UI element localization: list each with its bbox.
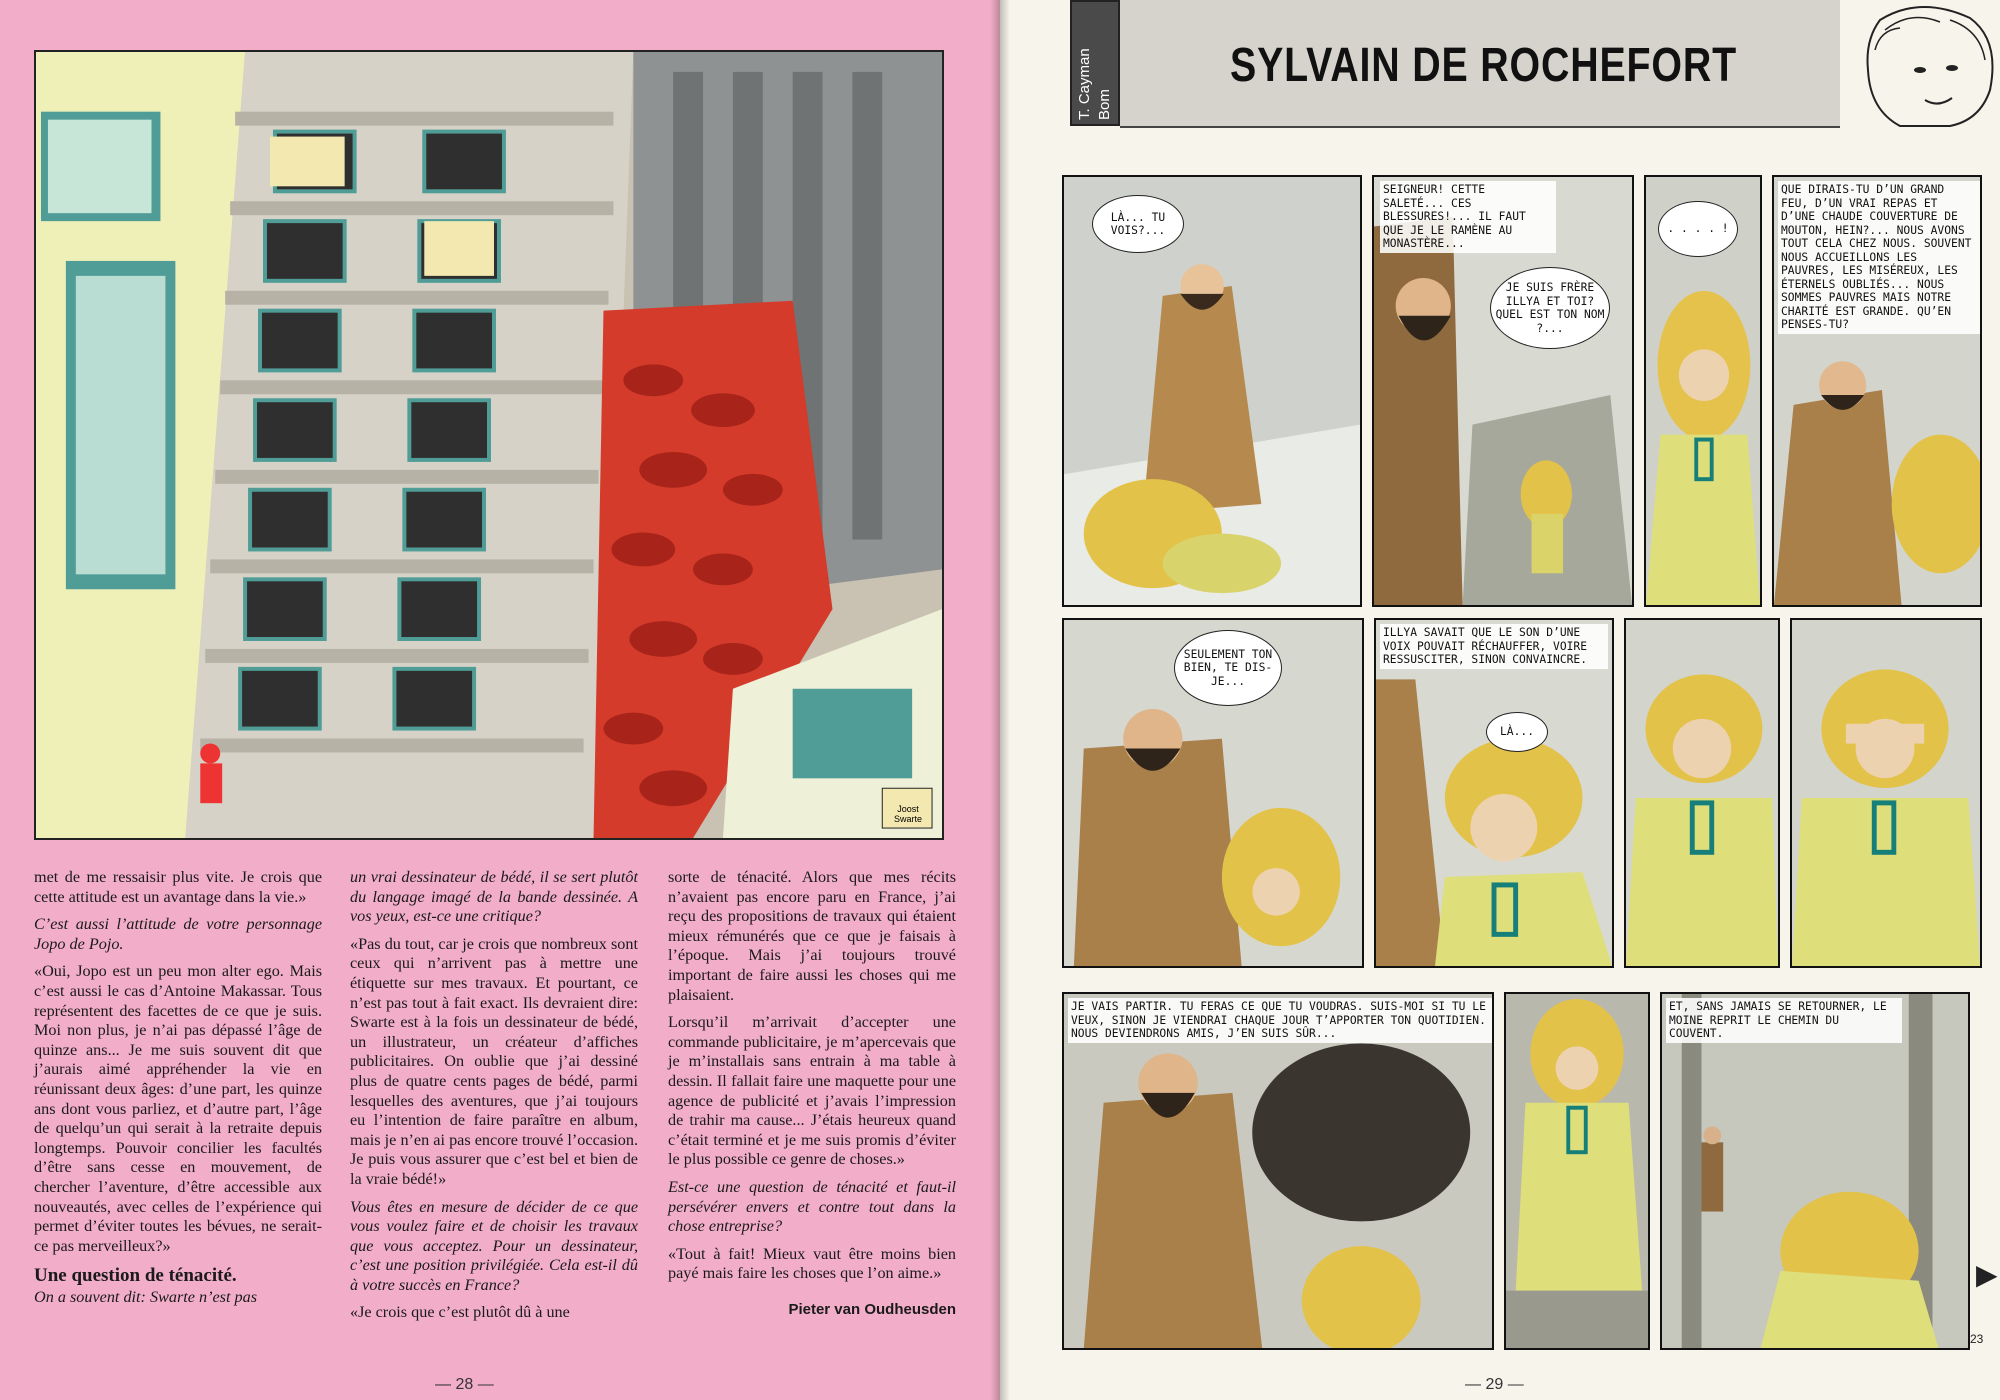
illustration-signature: Joost Swarte xyxy=(893,804,922,824)
paragraph: «Pas du tout, car je crois que nombreux sont ceux qui n’arrivent pas à mettre une étiquette sur mes travaux. Et pourtant, ce n’est pas tout à fait exact. Ils devraient dire: Swarte est à la fois un dessinateur de bédé, un illustrateur, un créateur d’affiches publicitaires. On oublie que j’ai dessiné plus de quatre cents pages de bédé, parmi lesquelles des aventures, que j’ai toujours eu l’intention de faire paraître en album, mais je n’en ai pas encore trouvé l’occasion. Je puis vous assurer que c’est bel et bien de la vraie bédé!» xyxy=(350,934,638,1188)
speech-bubble: SEULEMENT TON BIEN, TE DIS-JE... xyxy=(1174,630,1282,706)
book-gutter xyxy=(990,0,1010,1400)
comic-panel-5 xyxy=(1062,618,1364,968)
speech-bubble: LÀ... xyxy=(1486,712,1548,752)
interview-question: Vous êtes en mesure de décider de ce que vous voulez faire et de choisir les travaux que vous acceptez. Pour un dessinateur, c’est une position privilégiée. Cela est-il dû à votre succès en France? xyxy=(350,1197,638,1294)
paragraph: «Oui, Jopo est un peu mon alter ego. Mais c’est aussi le cas d’Antoine Makassar. Tous représentent des facettes de ce que je suis. Moi non plus, je n’ai pas dépassé l’âge de quinze ans... Je me suis souvent dit que j’aurais aimé appréhender la vie en réunissant deux âges: d’une part, les quinze ans dont vous parliez, et d’autre part, l’âge de quelqu’un qui serait à la retraite depuis longtemps. Pouvoir concilier les facultés d’être sans cesse en mouvement, de chercher l’aventure, d’être accessible aux nouveautés, avec celles de l’expérience qui permet d’éviter toutes les bévues, ne serait-ce pas merveilleux?» xyxy=(34,962,322,1255)
speech-bubble: . . . . ! xyxy=(1658,201,1738,257)
comic-panel-6 xyxy=(1374,618,1614,968)
interview-column-3 xyxy=(668,868,956,1319)
interview-question: C’est aussi l’attitude de votre personnage Jopo de Pojo. xyxy=(34,915,322,953)
comic-panel-1 xyxy=(1062,175,1362,607)
credit-artist: Bom xyxy=(1096,89,1113,120)
interview-column-1 xyxy=(34,868,322,1315)
paragraph: «Tout à fait! Mieux vaut être moins bien payé mais faire les choses que l’on aime.» xyxy=(668,1244,956,1283)
credit-writer: T. Cayman xyxy=(1076,48,1093,120)
series-header xyxy=(1070,0,1970,128)
speech-bubble: LÀ... TU VOIS?... xyxy=(1092,195,1184,253)
title-band xyxy=(1120,0,1840,128)
credits-box xyxy=(1070,0,1120,126)
section-subheading: Une question de ténacité. xyxy=(34,1265,237,1287)
interview-question: On a souvent dit: Swarte n’est pas xyxy=(34,1287,258,1306)
interview-column-2 xyxy=(350,868,638,1331)
paragraph: met de me ressaisir plus vite. Je crois que cette attitude est un avantage dans la vie.» xyxy=(34,868,322,906)
comic-panel-3 xyxy=(1644,175,1762,607)
paragraph: sorte de ténacité. Alors que mes récits n’avaient pas encore paru en France, j’ai reçu des propositions de travaux qui étaient mieux rémunérés que ce que je faisais à l’époque. Mais j’ai toujours trouvé important de faire aussi les choses qui me plaisaient. xyxy=(668,868,956,1004)
city-illustration xyxy=(34,50,944,840)
series-title: SYLVAIN DE ROCHEFORT xyxy=(1230,39,1737,92)
comic-panel-2 xyxy=(1372,175,1634,607)
interview-question: Est-ce une question de ténacité et faut-il persévérer envers et contre tout dans la chose entreprise? xyxy=(668,1177,956,1236)
narration-caption: ET, SANS JAMAIS SE RETOURNER, LE MOINE REPRIT LE CHEMIN DU COUVENT. xyxy=(1666,998,1902,1043)
comic-panel-11 xyxy=(1660,992,1970,1350)
speech-bubble: JE SUIS FRÈRE ILLYA ET TOI? QUEL EST TON NOM ?... xyxy=(1490,267,1610,349)
narration-caption: JE VAIS PARTIR. TU FERAS CE QUE TU VOUDRAS. SUIS-MOI SI TU LE VEUX, SINON JE VIENDRAI CHAQUE JOUR T’APPORTER TON QUOTIDIEN. NOUS DEVIENDRONS AMIS, J’EN SUIS SÛR... xyxy=(1068,998,1494,1043)
author-signature: Pieter van Oudheusden xyxy=(788,1300,956,1318)
page-number: — 29 — xyxy=(1465,1376,1524,1393)
next-page-arrow-icon: ▶ xyxy=(1976,1260,1998,1291)
right-page xyxy=(1000,0,2000,1400)
paragraph: «Je crois que c’est plutôt dû à une xyxy=(350,1303,570,1322)
header-portrait-drawing xyxy=(1840,0,2000,128)
page-number: — 28 — xyxy=(435,1376,494,1393)
narration-caption: SEIGNEUR! CETTE SALETÉ... CES BLESSURES!... IL FAUT QUE JE LE RAMÈNE AU MONASTÈRE... xyxy=(1380,181,1556,253)
comic-page-number: 23 xyxy=(1970,1332,1984,1346)
comic-panel-4 xyxy=(1772,175,1982,607)
comic-panel-7 xyxy=(1624,618,1780,968)
comic-panel-9 xyxy=(1062,992,1494,1350)
comic-panel-10 xyxy=(1504,992,1650,1350)
paragraph: Lorsqu’il m’arrivait d’accepter une commande publicitaire, je m’apercevais que je m’installais sans entrain à ma table à dessin. Il fallait faire une maquette pour une agence de publicité et j’avais l’impression de trahir ma cause... J’étais heureux quand c’était terminé et je me suis promis d’éviter le plus possible ce genre de choses.» xyxy=(668,1013,956,1169)
narration-caption: ILLYA SAVAIT QUE LE SON D’UNE VOIX POUVAIT RÉCHAUFFER, VOIRE RESSUSCITER, SINON CONVAINCRE. xyxy=(1380,624,1608,669)
comic-panel-8 xyxy=(1790,618,1982,968)
narration-caption: QUE DIRAIS-TU D’UN GRAND FEU, D’UN VRAI REPAS ET D’UNE CHAUDE COUVERTURE DE MOUTON, HEIN?... NOUS AVONS TOUT CELA CHEZ NOUS. SOUVENT NOUS ACCUEILLONS LES PAUVRES, LES MISÉREUX, LES ÉTERNELS OUBLIÉS... NOUS SOMMES PAUVRES MAIS NOTRE CHARITÉ EST GRANDE. QU’EN PENSES-TU? xyxy=(1778,181,1980,334)
interview-question: un vrai dessinateur de bédé, il se sert plutôt du langage imagé de la bande dessinée. A vos yeux, est-ce une critique? xyxy=(350,868,638,926)
